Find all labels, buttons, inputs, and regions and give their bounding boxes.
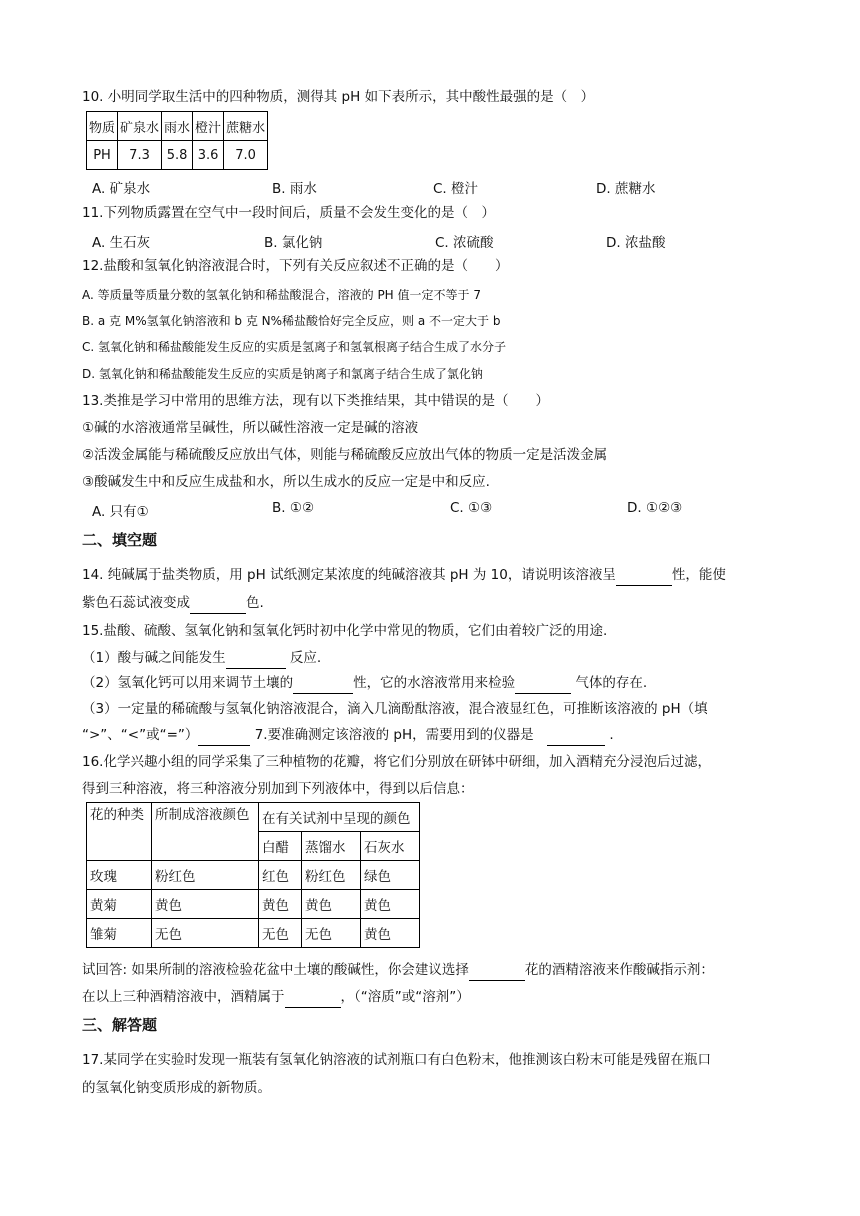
table-subheader: 蒸馏水 bbox=[302, 832, 361, 861]
text: 气体的存在. bbox=[571, 675, 648, 691]
question-14-line2 bbox=[82, 593, 264, 614]
answer-blank[interactable] bbox=[198, 725, 250, 746]
table-cell: 雏菊 bbox=[87, 919, 152, 948]
question-11-stem: 11.下列物质露置在空气中一段时间后，质量不会发生变化的是（ ） bbox=[82, 205, 495, 221]
text: 花的酒精溶液来作酸碱指示剂： bbox=[524, 962, 714, 978]
table-cell: 橙汁 bbox=[193, 112, 224, 141]
table-cell: 黄色 bbox=[152, 890, 259, 919]
option-c: C. ①③ bbox=[450, 500, 493, 516]
table-cell: 5.8 bbox=[162, 141, 193, 170]
option-c: C. 氢氧化钠和稀盐酸能发生反应的实质是氢离子和氢氧根离子结合生成了水分子 bbox=[82, 340, 507, 354]
option-b: B. ①② bbox=[272, 500, 315, 516]
section-heading: 三、解答题 bbox=[82, 1016, 158, 1034]
question-16-stem-2: 得到三种溶液，将三种溶液分别加到下列液体中，得到以后信息： bbox=[82, 781, 474, 797]
table-cell: 玫瑰 bbox=[87, 861, 152, 890]
question-15-part1 bbox=[82, 648, 321, 669]
table-cell: 黄菊 bbox=[87, 890, 152, 919]
text: 色. bbox=[246, 595, 264, 611]
text: （2）氢氧化钙可以用来调节土壤的 bbox=[82, 675, 294, 691]
question-12-stem: 12.盐酸和氢氧化钠溶液混合时，下列有关反应叙述不正确的是（ ） bbox=[82, 258, 509, 274]
table-cell: 黄色 bbox=[361, 919, 420, 948]
table-row bbox=[87, 890, 420, 919]
table-cell: 7.0 bbox=[224, 141, 268, 170]
option-d: D. 氢氧化钠和稀盐酸能发生反应的实质是钠离子和氯离子结合生成了氯化钠 bbox=[82, 367, 483, 381]
flower-indicator-table bbox=[86, 802, 420, 948]
question-15-stem: 15.盐酸、硫酸、氢氧化钠和氢氧化钙时初中化学中常见的物质，它们由着较广泛的用途. bbox=[82, 623, 608, 639]
option-b: B. 氯化钠 bbox=[264, 235, 323, 251]
table-cell: 黄色 bbox=[259, 890, 302, 919]
question-13-stem: 13.类推是学习中常用的思维方法，现有以下类推结果，其中错误的是（ ） bbox=[82, 393, 549, 409]
answer-blank[interactable] bbox=[226, 648, 286, 669]
question-15-part3: （3）一定量的稀硫酸与氢氧化钠溶液混合，滴入几滴酚酞溶液，混合液显红色，可推断该溶液的 pH（填 bbox=[82, 701, 708, 717]
option-c: C. 浓硫酸 bbox=[435, 235, 494, 251]
table-cell: 蔗糖水 bbox=[224, 112, 268, 141]
section-heading: 二、填空题 bbox=[82, 531, 158, 549]
text: 在以上三种酒精溶液中，酒精属于 bbox=[82, 989, 285, 1005]
answer-blank[interactable] bbox=[547, 725, 605, 746]
table-subheader: 白醋 bbox=[259, 832, 302, 861]
option-c: C. 橙汁 bbox=[433, 181, 479, 197]
text: 紫色石蕊试液变成 bbox=[82, 595, 190, 611]
table-cell: 绿色 bbox=[361, 861, 420, 890]
statement-2: ②活泼金属能与稀硫酸反应放出气体，则能与稀硫酸反应放出气体的物质一定是活泼金属 bbox=[82, 447, 608, 463]
question-16-answer-2 bbox=[82, 987, 470, 1008]
text: 性，它的水溶液常用来检验 bbox=[353, 675, 516, 691]
text: . bbox=[605, 727, 614, 743]
table-row bbox=[87, 919, 420, 948]
text: 性，能使 bbox=[671, 567, 726, 583]
text: 反应. bbox=[285, 650, 322, 666]
option-b: B. a 克 M%氢氧化钠溶液和 b 克 N%稀盐酸恰好完全反应，则 a 不一定大于 b bbox=[82, 314, 501, 328]
table-cell: 矿泉水 bbox=[118, 112, 162, 141]
option-d: D. ①②③ bbox=[627, 500, 683, 516]
option-d: D. 蔗糖水 bbox=[596, 181, 656, 197]
table-cell: 无色 bbox=[259, 919, 302, 948]
question-16-answer-1 bbox=[82, 960, 714, 981]
table-cell: PH bbox=[87, 141, 118, 170]
question-10-stem: 10. 小明同学取生活中的四种物质，测得其 pH 如下表所示，其中酸性最强的是（ ） bbox=[82, 89, 595, 105]
statement-3: ③酸碱发生中和反应生成盐和水，所以生成水的反应一定是中和反应. bbox=[82, 474, 490, 490]
table-cell: 黄色 bbox=[361, 890, 420, 919]
table-row bbox=[87, 861, 420, 890]
table-cell: 红色 bbox=[259, 861, 302, 890]
table-header: 在有关试剂中呈现的颜色 bbox=[259, 803, 420, 832]
option-a: A. 生石灰 bbox=[92, 235, 151, 251]
question-15-part3-cont bbox=[82, 725, 614, 746]
statement-1: ①碱的水溶液通常呈碱性，所以碱性溶液一定是碱的溶液 bbox=[82, 420, 419, 436]
question-17-line2: 的氢氧化钠变质形成的新物质。 bbox=[82, 1080, 271, 1096]
option-d: D. 浓盐酸 bbox=[606, 235, 666, 251]
question-15-part2 bbox=[82, 673, 647, 694]
answer-blank[interactable] bbox=[190, 593, 246, 614]
text: 14. 纯碱属于盐类物质，用 pH 试纸测定某浓度的纯碱溶液其 pH 为 10，请说明该溶液呈 bbox=[82, 567, 616, 583]
ph-table bbox=[86, 111, 268, 170]
text: 试回答: 如果所制的溶液检验花盆中土壤的酸碱性，你会建议选择 bbox=[82, 962, 469, 978]
answer-blank[interactable] bbox=[293, 673, 353, 694]
text: （1）酸与碱之间能发生 bbox=[82, 650, 226, 666]
table-cell: 无色 bbox=[302, 919, 361, 948]
table-cell: 7.3 bbox=[118, 141, 162, 170]
table-cell: 物质 bbox=[87, 112, 118, 141]
table-header: 花的种类 bbox=[87, 803, 152, 861]
question-14-line1 bbox=[82, 565, 726, 586]
option-b: B. 雨水 bbox=[272, 181, 317, 197]
option-a: A. 矿泉水 bbox=[92, 181, 151, 197]
text: 7.要准确测定该溶液的 pH，需要用到的仪器是 bbox=[250, 727, 548, 743]
table-cell: 粉红色 bbox=[152, 861, 259, 890]
table-cell: 黄色 bbox=[302, 890, 361, 919]
answer-blank[interactable] bbox=[515, 673, 571, 694]
option-a: A. 只有① bbox=[92, 504, 149, 520]
question-17-line1: 17.某同学在实验时发现一瓶装有氢氧化钠溶液的试剂瓶口有白色粉末，他推测该白粉末可能是残留在瓶口 bbox=[82, 1052, 711, 1068]
answer-blank[interactable] bbox=[616, 565, 672, 586]
table-subheader: 石灰水 bbox=[361, 832, 420, 861]
text: “>”、“<”或“=”） bbox=[82, 727, 199, 743]
question-16-stem-1: 16.化学兴趣小组的同学采集了三种植物的花瓣，将它们分别放在研钵中研细，加入酒精充分浸泡后过滤， bbox=[82, 754, 711, 770]
answer-blank[interactable] bbox=[285, 987, 341, 1008]
table-cell: 雨水 bbox=[162, 112, 193, 141]
table-header: 所制成溶液颜色 bbox=[152, 803, 259, 861]
option-a: A. 等质量等质量分数的氢氧化钠和稀盐酸混合，溶液的 PH 值一定不等于 7 bbox=[82, 288, 481, 302]
table-cell: 粉红色 bbox=[302, 861, 361, 890]
table-cell: 3.6 bbox=[193, 141, 224, 170]
table-cell: 无色 bbox=[152, 919, 259, 948]
text: ，（“溶质”或“溶剂”） bbox=[340, 989, 470, 1005]
answer-blank[interactable] bbox=[469, 960, 525, 981]
